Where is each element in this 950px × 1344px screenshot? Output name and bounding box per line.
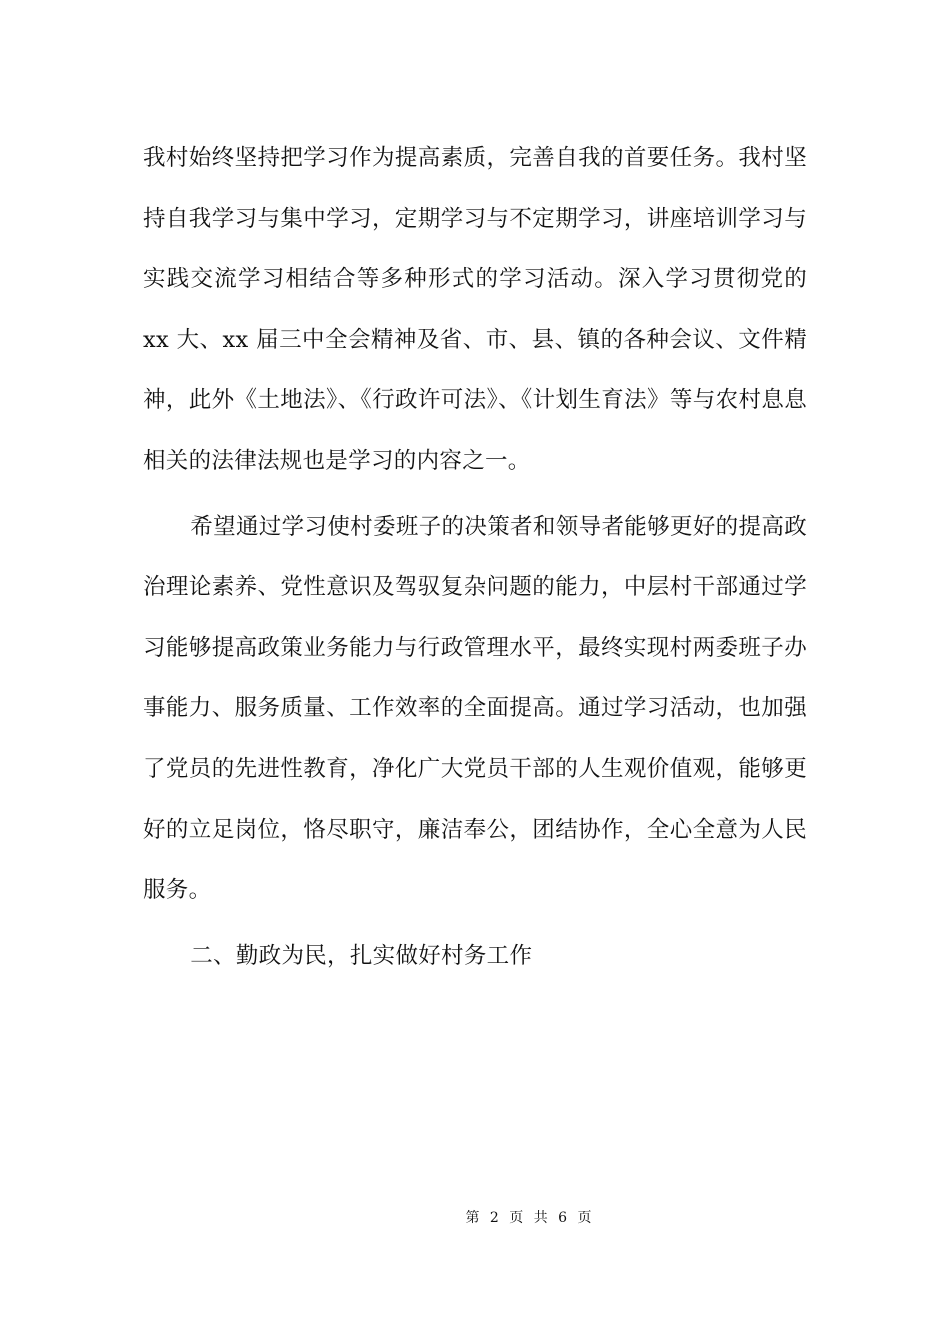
section-heading: 二、勤政为民，扎实做好村务工作 — [190, 942, 533, 969]
paragraph-study-tasks: 我村始终坚持把学习作为提高素质，完善自我的首要任务。我村坚持自我学习与集中学习，定期学习与不定期学习，讲座培训学习与实践交流学习相结合等多种形式的学习活动。深入学习贯彻党的 xx 大、xx 届三中全会精神及省、市、县、镇的各种会议、文件精神，此外《土地法》、《行政许可法》、《计划生育法》等与农村息息相关的法律法规也是学习的内容之一。 — [143, 145, 807, 474]
page-number-footer: 第 2 页 共 6 页 — [465, 1210, 595, 1226]
document-body — [143, 128, 807, 986]
paragraph-study-goals: 希望通过学习使村委班子的决策者和领导者能够更好的提高政治理论素养、党性意识及驾驭复杂问题的能力，中层村干部通过学习能够提高政策业务能力与行政管理水平，最终实现村两委班子办事能力、服务质量、工作效率的全面提高。通过学习活动，也加强了党员的先进性教育，净化广大党员干部的人生观价值观，能够更好的立足岗位，恪尽职守，廉洁奉公，团结协作，全心全意为人民服务。 — [143, 513, 807, 904]
